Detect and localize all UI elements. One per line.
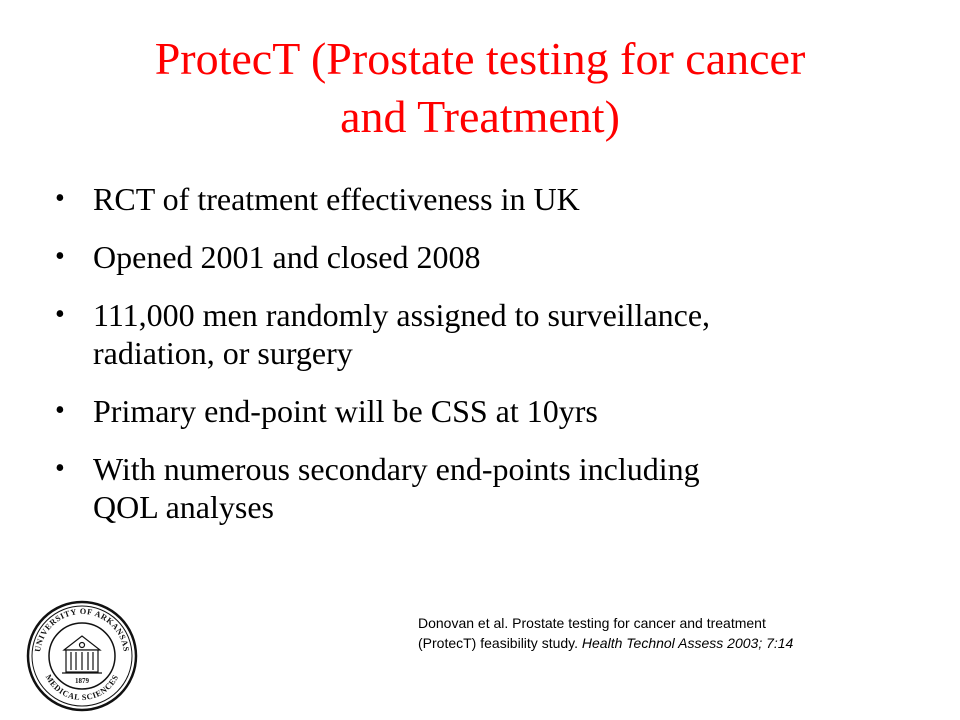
title-line-1: ProtecT (Prostate testing for cancer (154, 33, 806, 84)
bullet-text: RCT of treatment effectiveness in UK (93, 181, 580, 217)
bullet-marker: • (55, 241, 65, 272)
seal-top-text: UNIVERSITY OF ARKANSAS (33, 606, 131, 653)
citation-line-1: Donovan et al. Prostate testing for cancer and treatment (418, 615, 766, 631)
bullet-marker: • (55, 395, 65, 426)
bullet-item (55, 180, 915, 218)
title-line-2: and Treatment) (340, 91, 620, 142)
bullet-item (55, 296, 915, 372)
citation-plain: (ProtecT) feasibility study. (418, 635, 582, 651)
bullet-item (55, 238, 915, 276)
bullet-marker: • (55, 183, 65, 214)
seal-year: 1879 (75, 677, 89, 685)
bullet-text: 111,000 men randomly assigned to surveillance, (93, 297, 711, 333)
citation-journal: Health Technol Assess 2003; 7:14 (581, 635, 794, 651)
bullet-marker: • (55, 299, 65, 330)
bullet-list (55, 180, 915, 546)
bullet-text-continued: radiation, or surgery (93, 335, 353, 371)
bullet-marker: • (55, 453, 65, 484)
citation-line-2 (418, 633, 888, 653)
university-seal-logo (26, 600, 138, 712)
bullet-text-continued: QOL analyses (93, 489, 274, 525)
bullet-item (55, 450, 915, 526)
bullet-text: Primary end-point will be CSS at 10yrs (93, 393, 598, 429)
slide-title (60, 30, 900, 146)
bullet-text: With numerous secondary end-points including (93, 451, 700, 487)
bullet-item (55, 392, 915, 430)
bullet-text: Opened 2001 and closed 2008 (93, 239, 481, 275)
citation (418, 613, 888, 653)
seal-bottom-text: MEDICAL SCIENCES (43, 672, 121, 703)
